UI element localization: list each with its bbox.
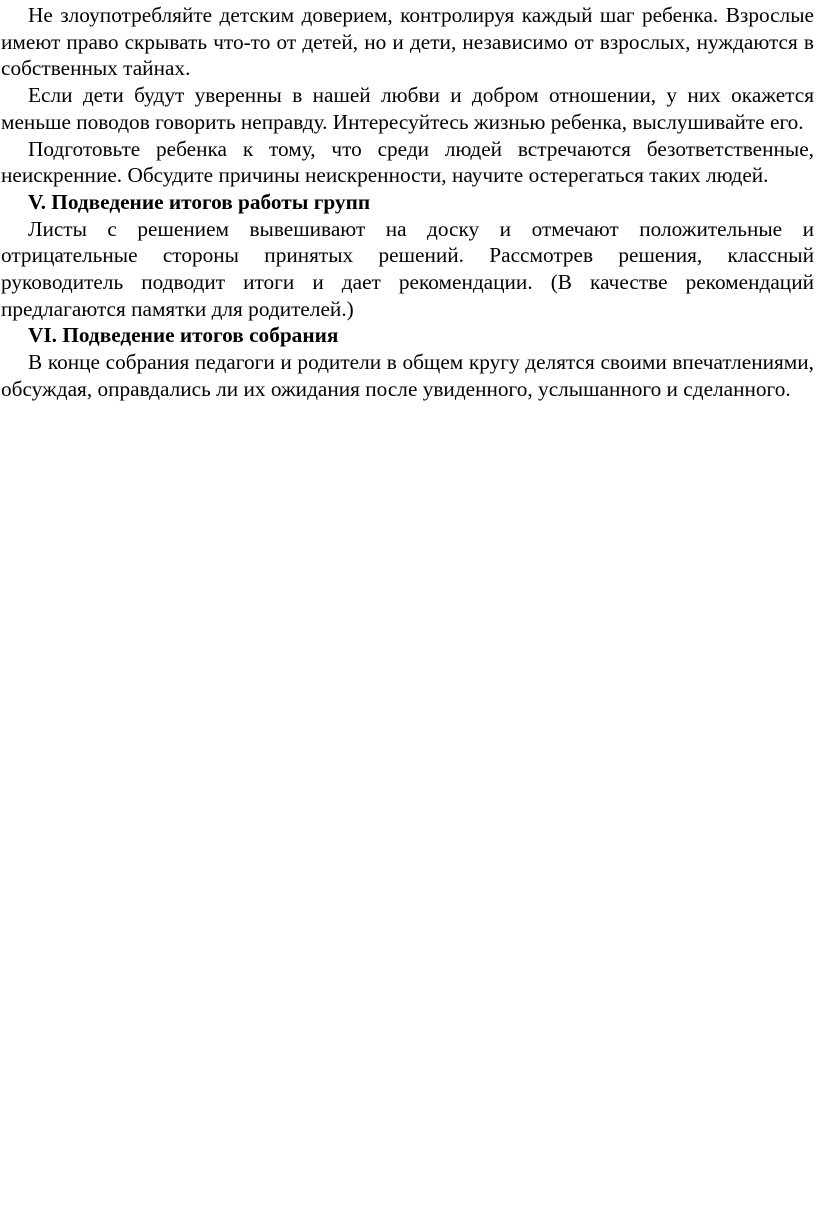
section-heading-group-results: V. Подведение итогов работы групп xyxy=(28,189,371,214)
section-heading-meeting-results: VI. Подведение итогов собрания xyxy=(28,323,339,348)
paragraph-meeting-results: В конце собрания педагоги и родители в общем кругу делятся своими впечатлениями, обсуждая, оправдались ли их ожидания после увиденного, услышанного и сделанного. xyxy=(1,350,814,401)
paragraph-trust: Не злоупотребляйте детским доверием, контролируя каждый шаг ребенка. Взрослые имеют право скрывать что-то от детей, но и дети, независимо от взрослых, нуждаются в собственных тайнах. xyxy=(1,3,814,81)
paragraph-group-results: Листы с решением вывешивают на доску и отмечают положительные и отрицательные стороны принятых решений. Рассмотрев решения, классный руководитель подводит итоги и дает рекомендации. (В качестве рекомендаций предлагаются памятки для родителей.) xyxy=(1,216,814,321)
document-body xyxy=(1,2,814,403)
paragraph-insincerity: Подготовьте ребенка к тому, что среди людей встречаются безответственные, неискренние. Обсудите причины неискренности, научите остерегаться таких людей. xyxy=(1,136,814,188)
paragraph-love: Если дети будут уверенны в нашей любви и добром отношении, у них окажется меньше поводов говорить неправду. Интересуйтесь жизнью ребенка, выслушивайте его. xyxy=(1,83,814,134)
